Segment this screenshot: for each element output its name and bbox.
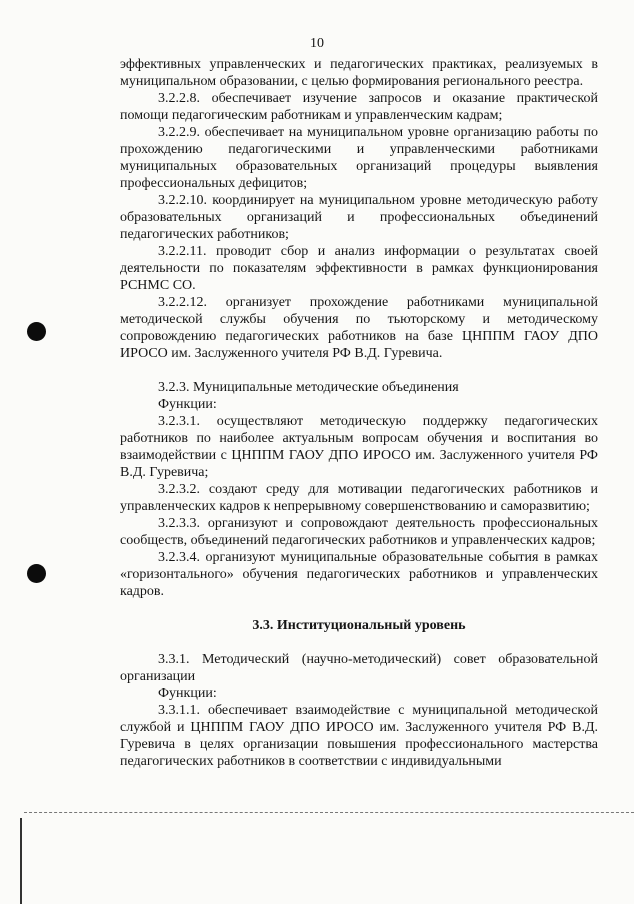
paragraph-3-2-2-12: 3.2.2.12. организует прохождение работниками муниципальной методической службы обучения по тьюторскому и методическому сопровождению педагогических работников на базе ЦНППМ ГАОУ ДПО ИРОСО им. Заслуженного учителя РФ В.Д. Гуревича. — [120, 295, 598, 361]
paragraph-3-2-3-3: 3.2.3.3. организуют и сопровождают деятельность профессиональных сообществ, объединений педагогических работников и управленческих кадров; — [120, 516, 598, 548]
scan-artifact-line — [24, 812, 634, 813]
paragraph-3-2-2-9: 3.2.2.9. обеспечивает на муниципальном уровне организацию работы по прохождению педагогическими и управленческими работниками муниципальных образовательных организаций процедуры выявления профессиональных дефицитов; — [120, 125, 598, 191]
paragraph-3-3-1-1: 3.3.1.1. обеспечивает взаимодействие с муниципальной методической службой и ЦНППМ ГАОУ ДПО ИРОСО им. Заслуженного учителя РФ В.Д. Гуревича в целях организации повышения профессионального мастерства педагогических работников в соответствии с индивидуальными — [120, 703, 598, 769]
punch-hole-icon — [27, 322, 46, 341]
paragraph-continuation: эффективных управленческих и педагогических практиках, реализуемых в муниципальном образовании, с целью формирования регионального реестра. — [120, 57, 598, 89]
page-number: 10 — [310, 36, 324, 51]
paragraph-3-3-1: 3.3.1. Методический (научно-методический) совет образовательной организации — [120, 652, 598, 684]
punch-hole-icon — [27, 564, 46, 583]
functions-label: Функции: — [158, 686, 217, 701]
subsection-heading-3-2-3: 3.2.3. Муниципальные методические объединения — [158, 380, 459, 395]
scan-margin-line — [20, 818, 22, 904]
functions-label: Функции: — [158, 397, 217, 412]
paragraph-3-2-2-11: 3.2.2.11. проводит сбор и анализ информации о результатах своей деятельности по показателям эффективности в рамках функционирования РСНМС СО. — [120, 244, 598, 293]
paragraph-3-2-2-10: 3.2.2.10. координирует на муниципальном уровне методическую работу образовательных организаций и профессиональных объединений педагогических работников; — [120, 193, 598, 242]
paragraph-3-2-3-2: 3.2.3.2. создают среду для мотивации педагогических работников и управленческих кадров к непрерывному совершенствованию и саморазвитию; — [120, 482, 598, 514]
document-body — [120, 56, 598, 770]
paragraph-3-2-2-8: 3.2.2.8. обеспечивает изучение запросов и оказание практической помощи педагогическим работникам и управленческим кадрам; — [120, 91, 598, 123]
paragraph-3-2-3-4: 3.2.3.4. организуют муниципальные образовательные события в рамках «горизонтального» обучения педагогических работников и управленческих кадров. — [120, 550, 598, 599]
paragraph-3-2-3-1: 3.2.3.1. осуществляют методическую поддержку педагогических работников по наиболее актуальным вопросам обучения и воспитания во взаимодействии с ЦНППМ ГАОУ ДПО ИРОСО им. Заслуженного учителя РФ В.Д. Гуревича; — [120, 414, 598, 480]
section-heading-3-3: 3.3. Институциональный уровень — [252, 618, 466, 633]
